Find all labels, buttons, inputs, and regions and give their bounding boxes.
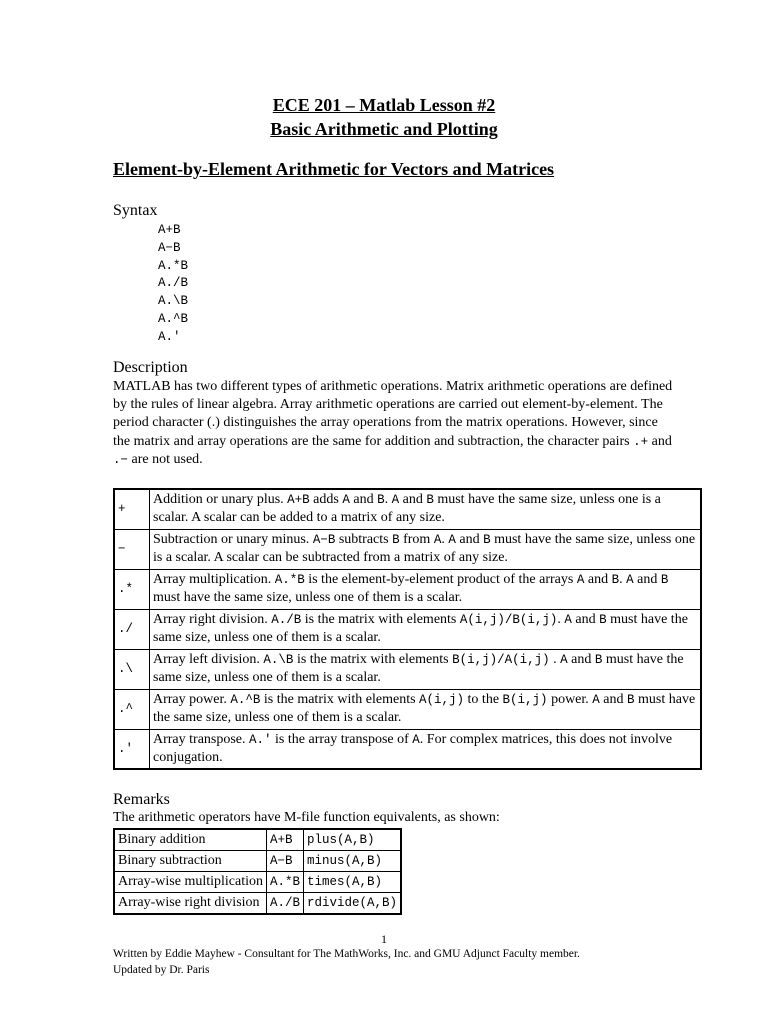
inline-code: A(i,j)/B(i,j) xyxy=(459,613,558,627)
description-text: and xyxy=(567,652,595,667)
inline-code: B(i,j)/A(i,j) xyxy=(452,653,550,667)
description-text: MATLAB has two different types of arithmetic operations. Matrix arithmetic operations are defined by the rules of linear algebra. Array arithmetic operations are carried out element-by-element. The period character (.) distinguishes the array operations from the matrix operations. However, since the matrix and array operations are the same for addition and subtraction, the character pairs xyxy=(113,379,673,449)
description-text: . xyxy=(557,612,565,627)
inline-code: B xyxy=(627,693,635,707)
operator-table xyxy=(113,488,702,770)
function-row xyxy=(114,851,401,872)
inline-code: A xyxy=(433,533,442,547)
code-dot-plus: .+ xyxy=(633,434,649,449)
operator-expression: A.*B xyxy=(267,872,304,893)
description-text: and xyxy=(599,692,628,707)
function-name: rdivide(A,B) xyxy=(304,893,402,915)
description-text: Array power. xyxy=(153,692,231,707)
description-text: and xyxy=(349,492,378,508)
operator-symbol: .^ xyxy=(114,689,150,729)
description-text: is the matrix with elements xyxy=(260,692,420,707)
operation-name: Array-wise right division xyxy=(114,893,267,915)
function-name: minus(A,B) xyxy=(304,851,402,872)
operator-symbol: .* xyxy=(114,569,150,609)
inline-code: A.*B xyxy=(274,573,305,587)
inline-code: A xyxy=(592,693,600,707)
inline-code: B xyxy=(426,493,434,508)
operator-description xyxy=(150,529,702,569)
description-text: . xyxy=(384,492,392,508)
operator-expression: A./B xyxy=(267,893,304,915)
description-text: . For complex matrices, this does not involve conjugation. xyxy=(153,731,673,765)
description-text: is the element-by-element product of the arrays xyxy=(304,572,577,587)
description-text: subtracts xyxy=(335,532,393,547)
operator-row xyxy=(114,489,701,529)
operator-description xyxy=(150,649,702,689)
title-line-1: ECE 201 – Matlab Lesson #2 xyxy=(272,95,496,115)
description-text: is the matrix with elements xyxy=(301,612,460,627)
description-text: and xyxy=(399,492,427,508)
inline-code: A xyxy=(560,653,568,667)
description-text: must have the same size, unless one of them is a scalar. xyxy=(153,692,696,725)
inline-code: A xyxy=(576,573,585,587)
remarks-heading: Remarks xyxy=(113,791,170,808)
syntax-line: A.^B xyxy=(158,311,189,326)
description-text: Addition or unary plus. xyxy=(153,492,288,508)
function-name: times(A,B) xyxy=(304,872,402,893)
inline-code: B xyxy=(594,653,603,667)
description-text: must have the same size, unless one is a scalar. A scalar can be subtracted from a matrix of any size. xyxy=(153,532,696,565)
inline-code: B xyxy=(660,573,669,587)
description-text: and xyxy=(455,532,484,547)
footer xyxy=(113,947,580,978)
inline-code: A+B xyxy=(287,493,310,508)
inline-code: B xyxy=(483,533,491,547)
function-row xyxy=(114,893,401,915)
section-heading: Element-by-Element Arithmetic for Vectors and Matrices xyxy=(113,159,555,179)
description-text: Array left division. xyxy=(153,652,264,667)
description-text: . xyxy=(549,652,561,667)
description-text: and xyxy=(633,572,661,587)
operation-name: Binary addition xyxy=(114,829,267,851)
inline-code: A xyxy=(564,613,572,627)
description-text: is the array transpose of xyxy=(271,731,413,747)
code-dot-minus: .− xyxy=(113,452,129,467)
operator-row xyxy=(114,569,701,609)
syntax-line: A.\B xyxy=(158,294,189,309)
description-text: to the xyxy=(464,692,503,707)
operator-expression: A+B xyxy=(267,829,304,851)
function-name: plus(A,B) xyxy=(304,829,402,851)
inline-code: A xyxy=(448,533,456,547)
description-text: must have the same size, unless one is a scalar. A scalar can be added to a matrix of any size. xyxy=(153,492,661,526)
operator-row xyxy=(114,609,701,649)
description-text: from xyxy=(399,532,434,547)
footer-line: Written by Eddie Mayhew - Consultant for The MathWorks, Inc. and GMU Adjunct Faculty member. xyxy=(113,948,580,960)
description-text: power. xyxy=(547,692,593,707)
title-line-2: Basic Arithmetic and Plotting xyxy=(270,119,498,139)
syntax-line: A./B xyxy=(158,276,189,291)
inline-code: A./B xyxy=(271,613,302,627)
inline-code: A xyxy=(412,732,420,747)
function-row xyxy=(114,872,401,893)
description-text: Subtraction or unary minus. xyxy=(153,532,313,547)
description-text: Array multiplication. xyxy=(153,572,275,587)
description-text: must have the same size, unless one of them is a scalar. xyxy=(153,590,463,605)
inline-code: A−B xyxy=(312,533,336,547)
function-equivalents-table xyxy=(113,828,402,915)
syntax-list xyxy=(158,222,188,347)
inline-code: A xyxy=(391,493,400,508)
operator-symbol: ./ xyxy=(114,609,150,649)
footer-line: Updated by Dr. Paris xyxy=(113,963,210,976)
operation-name: Binary subtraction xyxy=(114,851,267,872)
inline-code: B xyxy=(599,613,607,627)
operator-description xyxy=(150,489,702,529)
description-text: Array transpose. xyxy=(153,731,250,747)
inline-code: B xyxy=(377,493,385,508)
operator-row xyxy=(114,529,701,569)
description-text: must have the same size, unless one of them is a scalar. xyxy=(153,612,688,645)
function-row xyxy=(114,829,401,851)
description-text: is the matrix with elements xyxy=(293,652,453,667)
operator-symbol: .\ xyxy=(114,649,150,689)
description-text: Array right division. xyxy=(153,612,272,627)
syntax-line: A+B xyxy=(158,223,181,237)
operator-row xyxy=(114,689,701,729)
inline-code: A.\B xyxy=(263,653,294,667)
operator-description xyxy=(150,689,702,729)
description-text: must have the same size, unless one of them is a scalar. xyxy=(153,652,684,685)
description-heading: Description xyxy=(113,359,188,376)
description-paragraph: MATLAB has two different types of arithmetic operations. Matrix arithmetic operations are defined by the rules of linear algebra. Array arithmetic operations are carried out element-by-element. The period character (.) distinguishes the array operations from the matrix operations. However, since the matrix and array operations are the same for addition and subtraction, the character pairs .+ and .− are not used. xyxy=(113,379,673,467)
page-number: 1 xyxy=(381,932,387,946)
syntax-line: A.*B xyxy=(158,258,189,273)
inline-code: B xyxy=(611,573,620,587)
description-text: . xyxy=(619,572,627,587)
operator-description xyxy=(150,729,702,769)
inline-code: A.' xyxy=(249,732,272,747)
operator-description xyxy=(150,569,702,609)
description-text: and xyxy=(571,612,600,627)
remarks-text: The arithmetic operators have M-file function equivalents, as shown: xyxy=(113,810,500,825)
operator-description xyxy=(150,609,702,649)
syntax-heading: Syntax xyxy=(113,202,158,219)
operator-symbol: − xyxy=(114,529,150,569)
operator-symbol: + xyxy=(114,489,150,529)
operator-row xyxy=(114,649,701,689)
operator-symbol: .' xyxy=(114,729,150,769)
inline-code: B xyxy=(392,533,400,547)
description-text: adds xyxy=(309,492,343,508)
inline-code: A.^B xyxy=(230,693,261,707)
description-text: and xyxy=(584,572,612,587)
inline-code: A(i,j) xyxy=(419,693,465,707)
inline-code: A xyxy=(342,493,350,508)
description-text: . xyxy=(441,532,449,547)
syntax-line: A−B xyxy=(158,240,181,255)
inline-code: B(i,j) xyxy=(502,693,548,707)
operator-row xyxy=(114,729,701,769)
syntax-line: A.' xyxy=(158,329,181,344)
operator-expression: A−B xyxy=(267,851,304,872)
operation-name: Array-wise multiplication xyxy=(114,872,267,893)
inline-code: A xyxy=(626,573,634,587)
